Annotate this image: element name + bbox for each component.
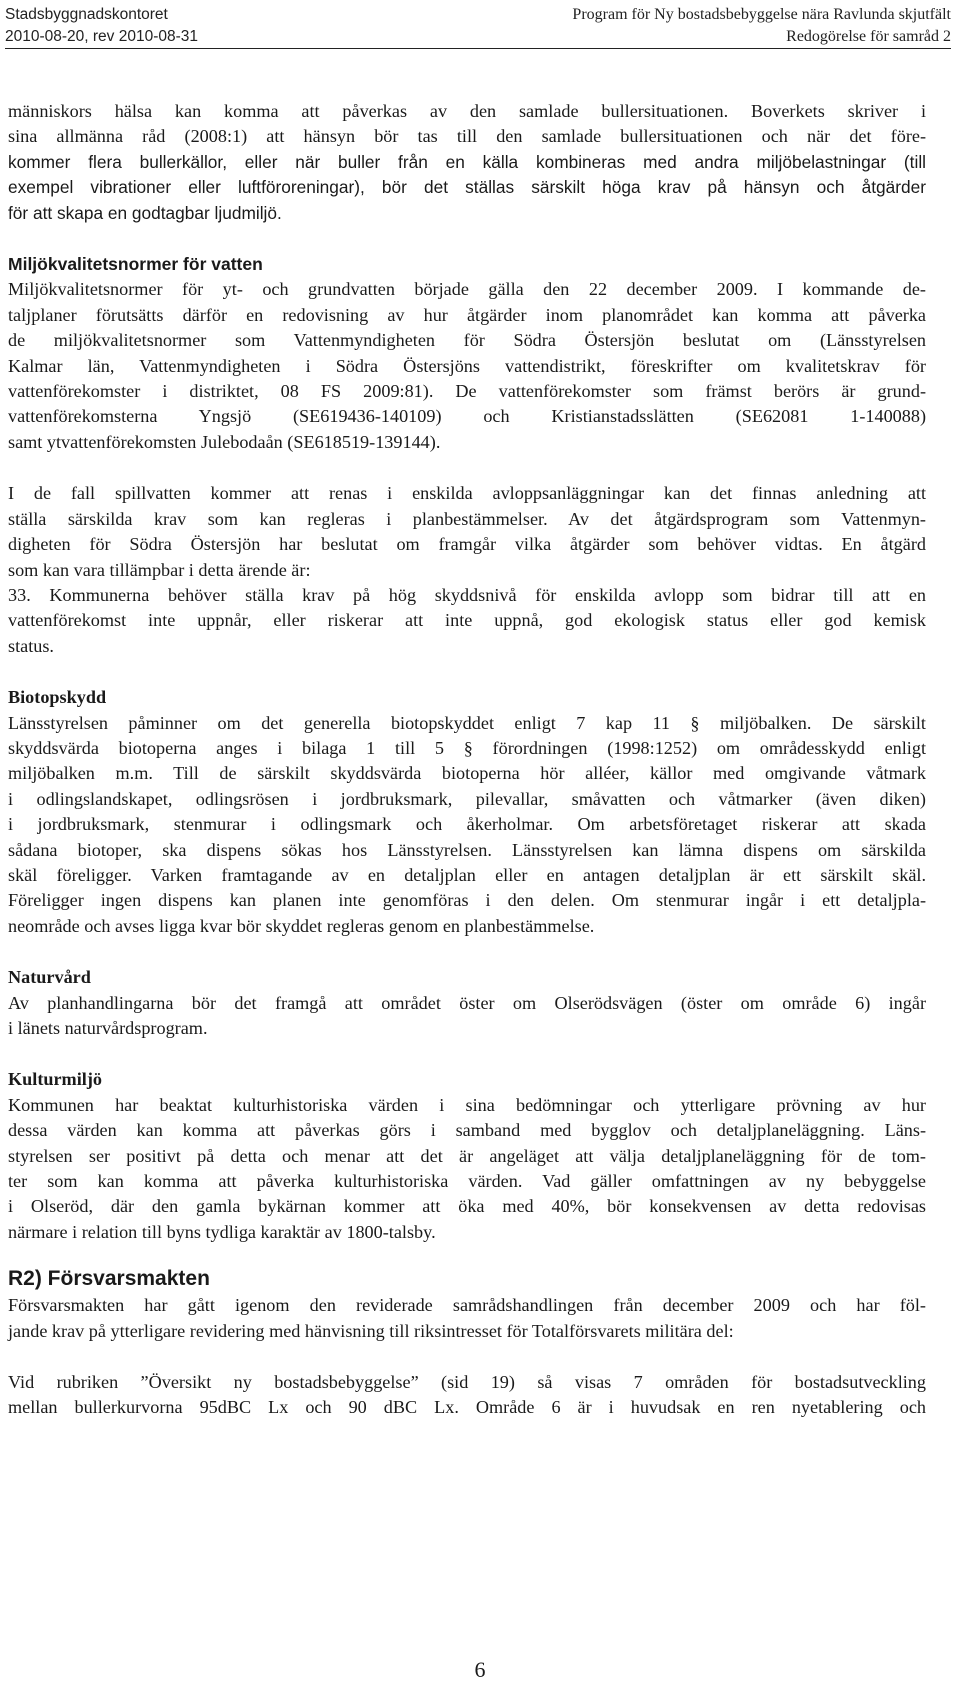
text-line: exempel vibrationer eller luftföroreningar), bör det ställas särskilt höga krav på hänsyn och åtgärder xyxy=(8,177,926,198)
section-heading-defence: R2) Försvarsmakten xyxy=(8,1267,210,1291)
text-line: närmare i relation till byns tydliga karaktär av 1800-talsby. xyxy=(8,1221,436,1242)
paragraph-water-2 xyxy=(8,481,926,659)
text-line: för att skapa en godtagbar ljudmiljö. xyxy=(8,202,282,223)
text-line: skäl föreligger. Varken framtagande av en detaljplan eller en antagen detaljplan är ett särskilt skäl. xyxy=(8,864,926,885)
header-office: Stadsbyggnadskontoret xyxy=(5,6,168,23)
text-line: i odlingslandskapet, odlingsrösen i jordbruksmark, pilevallar, småvatten och våtmarker (även diken) xyxy=(8,788,926,809)
spacer xyxy=(8,226,926,252)
paragraph-defence-1 xyxy=(8,1293,926,1344)
header-left xyxy=(5,4,198,48)
text-line: I de fall spillvatten kommer att renas i enskilda avloppsanläggningar kan det finnas anledning att xyxy=(8,483,926,504)
text-line: mellan bullerkurvorna 95dBC Lx och 90 dBC Lx. Område 6 är i huvudsak en ren nyetablering och xyxy=(8,1397,926,1418)
header-date: 2010-08-20, rev 2010-08-31 xyxy=(5,28,199,45)
spacer xyxy=(8,1245,926,1265)
paragraph-noise xyxy=(8,99,926,226)
paragraph-water-1 xyxy=(8,277,926,455)
spacer xyxy=(8,659,926,685)
text-line: status. xyxy=(8,635,54,656)
paragraph-nature xyxy=(8,991,926,1042)
text-line: ter som kan komma att påverka kulturhistoriska värden. Vad gäller omfattningen av ny bebyggelse xyxy=(8,1171,926,1192)
section-heading-culture: Kulturmiljö xyxy=(8,1069,102,1090)
text-line: människors hälsa kan komma att påverkas av den samlade bullersituationen. Boverkets skriver i xyxy=(8,101,926,121)
text-line: Kommunen har beaktat kulturhistoriska värden i sina bedömningar och ytterligare prövning av hur xyxy=(8,1094,926,1115)
text-line: skyddsvärda biotoperna anges i bilaga 1 till 5 § förordningen (1998:1252) om områdesskydd enligt xyxy=(8,737,926,758)
text-line: taljplaner förutsätts därför en redovisning av hur åtgärder inom planområdet kan komma att påverka xyxy=(8,304,926,325)
paragraph-culture xyxy=(8,1093,926,1245)
text-line: de miljökvalitetsnormer som Vattenmyndigheten för Södra Östersjön beslutat om (Länsstyrelsen xyxy=(8,330,926,351)
text-line: i länets naturvårdsprogram. xyxy=(8,1018,208,1038)
text-line: jande krav på ytterligare revidering med hänvisning till riksintresset för Totalförsvarets militära del: xyxy=(8,1320,734,1341)
text-line: vattenförekomst inte uppnår, eller riskerar att inte uppnå, god ekologisk status eller god kemisk xyxy=(8,610,926,631)
text-line: som kan vara tillämpbar i detta ärende är: xyxy=(8,559,311,580)
spacer xyxy=(8,939,926,965)
text-line: samt ytvattenförekomsten Julebodaån (SE618519-139144). xyxy=(8,431,441,452)
text-line: digheten för Södra Östersjön har beslutat om framgår vilka åtgärder som behöver vidtas. En åtgärd xyxy=(8,534,926,555)
text-line: ställa särskilda krav som kan regleras i planbestämmelser. Av det åtgärdsprogram som Vattenmyn- xyxy=(8,508,926,529)
page-header xyxy=(5,0,951,49)
text-line: i Olseröd, där den gamla bykärnan kommer att öka med 40%, bör konsekvensen av detta redovisas xyxy=(8,1196,926,1217)
text-line: Vid rubriken ”Översikt ny bostadsbebyggelse” (sid 19) så visas 7 områden för bostadsutveckling xyxy=(8,1372,926,1393)
text-line: dessa värden kan komma att påverkas görs i samband med bygglov och detaljplaneläggning. Läns- xyxy=(8,1120,926,1141)
text-line: Av planhandlingarna bör det framgå att området öster om Olserödsvägen (öster om område 6) ingår xyxy=(8,992,926,1013)
page-number: 6 xyxy=(474,1657,486,1682)
text-line: Länsstyrelsen påminner om det generella biotopskyddet enligt 7 kap 11 § miljöbalken. De särskilt xyxy=(8,712,926,733)
spacer xyxy=(8,1344,926,1370)
paragraph-biotope xyxy=(8,711,926,940)
document-body xyxy=(8,99,926,1421)
text-line: kommer flera bullerkällor, eller när buller från en källa kombineras med andra miljöbelastningar (till xyxy=(8,151,926,172)
header-program-title: Program för Ny bostadsbebyggelse nära Ravlunda skjutfält xyxy=(572,6,951,23)
text-line: Försvarsmakten har gått igenom den reviderade samrådshandlingen från december 2009 och har föl- xyxy=(8,1295,926,1316)
text-line: Föreligger ingen dispens kan planen inte genomföras i den delen. Om stenmurar ingår i ett detaljpla- xyxy=(8,890,926,911)
text-line: Miljökvalitetsnormer för yt- och grundvatten började gälla den 22 december 2009. I kommande de- xyxy=(8,279,926,300)
text-line: vattenförekomster i distriktet, 08 FS 2009:81). De vattenförekomster som främst berörs är grund- xyxy=(8,381,926,402)
text-line: i jordbruksmark, stenmurar i odlingsmark och åkerholmar. Om arbetsföretaget riskerar att skada xyxy=(8,814,926,835)
text-line: Kalmar län, Vattenmyndigheten i Södra Östersjöns vattendistrikt, föreskrifter om kvalitetskrav för xyxy=(8,355,926,376)
text-line: sådana biotoper, ska dispens sökas hos Länsstyrelsen. Länsstyrelsen kan lämna dispens om särskilda xyxy=(8,839,926,860)
spacer xyxy=(8,455,926,481)
text-line: vattenförekomsterna Yngsjö (SE619436-140109) och Kristianstadsslätten (SE62081 1-140088) xyxy=(8,406,926,427)
text-line: styrelsen ser positivt på detta och menar att det är angeläget att välja detaljplaneläggning för de tom- xyxy=(8,1145,926,1166)
text-line: neområde och avses ligga kvar bör skyddet regleras genom en planbestämmelse. xyxy=(8,915,595,936)
header-report-title: Redogörelse för samråd 2 xyxy=(786,28,951,45)
section-heading-nature: Naturvård xyxy=(8,967,91,988)
section-heading-biotope: Biotopskydd xyxy=(8,687,107,708)
text-line: sina allmänna råd (2008:1) att hänsyn bör tas till den samlade bullersituationen och när det före- xyxy=(8,126,926,147)
spacer xyxy=(8,1041,926,1067)
text-line: miljöbalken m.m. Till de särskilt skyddsvärda biotoperna hör alléer, källor med omgivande våtmark xyxy=(8,763,926,784)
section-heading-water: Miljökvalitetsnormer för vatten xyxy=(8,254,263,275)
paragraph-defence-2 xyxy=(8,1370,926,1421)
text-line: 33. Kommunerna behöver ställa krav på hög skyddsnivå för enskilda avlopp som bidrar till att en xyxy=(8,584,926,605)
header-right xyxy=(572,4,951,48)
